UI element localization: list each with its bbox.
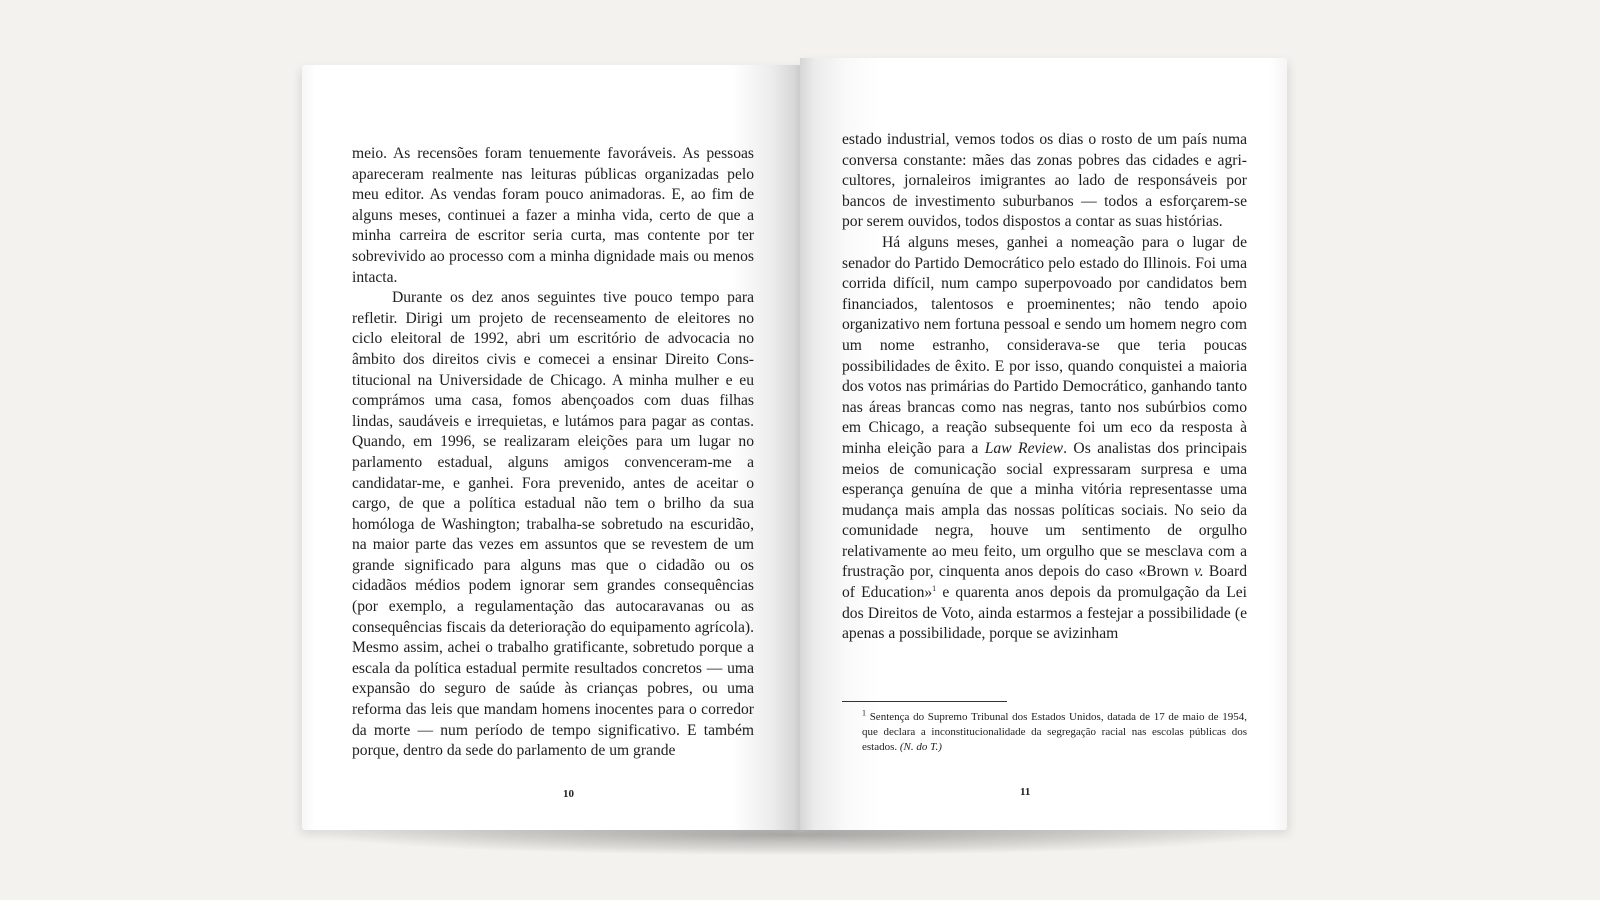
board-of-education: Board of Education» xyxy=(842,563,1247,602)
footnote-text: Sentença do Supremo Tribunal dos Estados Unidos, datada de 17 de maio de 1954, que declara a inconstitucionalidade da segregação racial nas escolas públicas dos estados. xyxy=(862,711,1247,753)
right-paragraph-2-start: Há alguns meses, ganhei a nomeação para o lugar de senador do Partido Democrático pelo estado do Illinois. Foi uma corrida difícil, num campo superpovoado por candidatos bem financiados, talentosos e proeminentes; não tendo apoio organizativo nem fortuna pessoal e sendo um homem negro com um nome estranho, considerava-se que teria poucas possibilidades de êxito. E por isso, quando conquistei a maioria dos votos nas primárias do Partido Democrático, ganhando tanto nas áreas brancas como nas negras, tanto nos subúrbios como em Chicago, a reação subsequente foi um eco da resposta à minha eleição para a xyxy=(842,233,1247,457)
right-page-number: 11 xyxy=(1020,786,1031,798)
right-paragraph-2-middle: . Os analistas dos principais meios de comunicação social expressaram surpresa e uma esperança genuína de que a minha vitória representasse uma mudança mais ampla das nossas políticas sociais. No seio da comunidade negra, houve um sentimento de orgulho relativamente ao meu feito, um orgulho que se mesclava com a frustração por, cinquenta anos depois do caso «Brown xyxy=(842,439,1247,581)
right-paragraph-2-end: e quarenta anos depois da promulgação da Lei dos Direitos de Voto, ainda estarmos a festejar a possibilidade (e apenas a possibilidade, porque se avizinham xyxy=(842,584,1247,643)
law-review-title: Law Review xyxy=(984,439,1064,457)
right-page-body xyxy=(842,130,1247,645)
right-paragraph-2 xyxy=(842,233,1247,645)
footnote-credit: (N. do T.) xyxy=(899,741,942,753)
footnote xyxy=(862,710,1247,755)
footnote-marker: 1 xyxy=(862,708,866,718)
right-page xyxy=(800,58,1287,830)
left-paragraph-1: meio. As recensões foram tenuemente favoráveis. As pessoas apareceram realmente nas leituras públicas organizadas pelo meu editor. As vendas foram pouco animadoras. E, ao fim de alguns meses, continuei a fazer a minha vida, certo de que a minha carreira de escritor seria curta, mas contente por ter sobrevivido ao processo com a minha dignidade mais ou menos intacta. xyxy=(352,145,754,286)
right-paragraph-1: estado industrial, vemos todos os dias o rosto de um país numa conversa constante: mães das zonas pobres das cidades e agricultores, jornaleiros imigrantes ao lado de responsáveis por bancos de investimento suburbanos — todos a esforçarem-se por serem ouvidos, todos dispostos a contar as suas histórias. xyxy=(842,131,1247,231)
footnote-divider xyxy=(842,701,1007,702)
footnote-reference: 1 xyxy=(932,583,937,593)
left-page-number: 10 xyxy=(563,788,574,800)
left-page xyxy=(302,65,800,830)
versus-abbreviation: v. xyxy=(1193,563,1204,581)
left-paragraph-2: Durante os dez anos seguintes tive pouco tempo para refletir. Dirigi um projeto de recenseamento de eleitores no ciclo eleitoral de 1992, abri um escritório de advocacia no âmbito dos direitos civis e comecei a ensinar Direito Constitucional na Universidade de Chicago. A minha mulher e eu comprámos uma casa, fomos abençoados com duas filhas lindas, saudáveis e irrequietas, e lutámos para pagar as contas. Quando, em 1996, se realizaram eleições para um lugar no parlamento estadual, alguns amigos convenceram-me a candidatar-me, e ganhei. Fora prevenido, antes de aceitar o cargo, de que a política estadual não tem o brilho da sua homóloga de Washington; trabalha-se sobretudo na escuridão, na maior parte das vezes em assuntos que se revestem de um grande significado para alguns mas que o cidadão ou os cidadãos médios podem ignorar sem grandes consequências (por exemplo, a regulamentação das autocaravanas ou as consequências fiscais da deterioração do equipamento agrícola). Mesmo assim, achei o trabalho gratificante, sobretudo porque a escala da política estadual permite resultados concretos — uma expansão do seguro de saúde às crianças pobres, ou uma reforma das leis que mandam homens inocentes para o corredor da morte — num período de tempo significativo. E também porque, dentro da sede do parlamento de um grande xyxy=(352,289,754,760)
left-page-body xyxy=(352,144,754,762)
